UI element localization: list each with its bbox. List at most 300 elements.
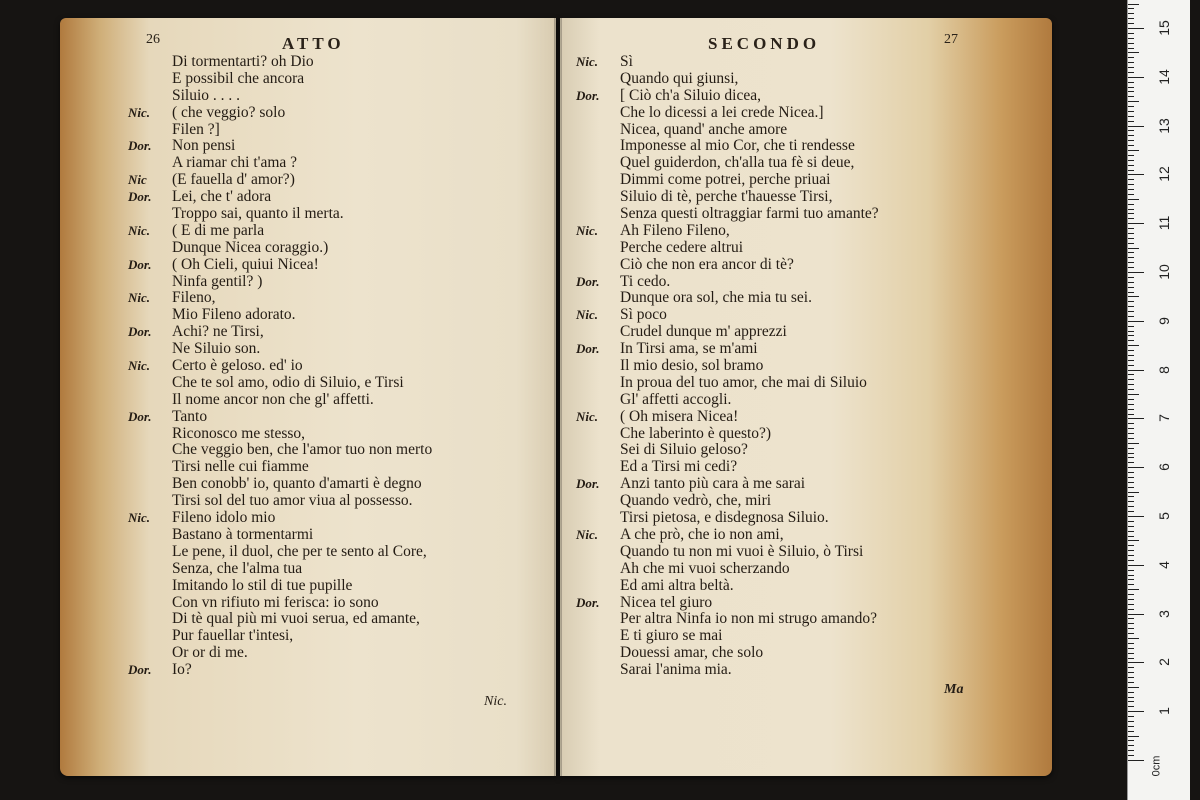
ruler-tick <box>1128 345 1139 346</box>
ruler-tick <box>1128 697 1134 698</box>
ruler-tick <box>1128 516 1144 517</box>
text-line <box>128 426 432 443</box>
ruler-tick <box>1128 174 1144 175</box>
ruler-tick <box>1128 623 1134 624</box>
text-line <box>576 206 879 223</box>
ruler-tick <box>1128 326 1134 327</box>
ruler-tick <box>1128 414 1134 415</box>
ruler-tick <box>1128 82 1134 83</box>
ruler-tick <box>1128 140 1134 141</box>
verse-text: Senza, che l'alma tua <box>172 559 303 577</box>
verse-text: Sì <box>620 53 633 70</box>
ruler-tick <box>1128 213 1134 214</box>
ruler-tick <box>1128 331 1134 332</box>
ruler-tick <box>1128 565 1144 566</box>
text-line <box>128 544 432 561</box>
ruler-tick <box>1128 692 1134 693</box>
verse-text: Non pensi <box>172 137 236 155</box>
verse-text: Sei di Siluio geloso? <box>620 441 748 459</box>
text-line <box>128 628 432 645</box>
verse-text: Tirsi sol del tuo amor viua al possesso. <box>172 492 413 510</box>
running-head: ATTO <box>282 34 345 53</box>
verse-text: Ah che mi vuoi scherzando <box>620 559 790 577</box>
speaker-label: Nic. <box>128 104 151 120</box>
ruler-label: 4 <box>1156 560 1172 569</box>
text-line <box>576 476 879 493</box>
text-line <box>576 392 879 409</box>
ruler-tick <box>1128 438 1134 439</box>
verse-text: Che laberinto è questo?) <box>620 424 772 442</box>
verse-text: Che lo dicessi a lei crede Nicea.] <box>620 103 824 121</box>
ruler-label: 15 <box>1156 20 1172 36</box>
text-line <box>576 138 879 155</box>
ruler-tick <box>1128 43 1134 44</box>
speaker-label: Nic. <box>576 307 599 323</box>
verse-text: Crudel dunque m' apprezzi <box>620 323 787 341</box>
ruler-tick <box>1128 755 1134 756</box>
ruler-label: 9 <box>1156 316 1172 325</box>
speaker-label: Dor. <box>576 476 600 492</box>
speaker-label: Nic. <box>128 290 151 306</box>
ruler-label: 11 <box>1156 215 1172 231</box>
ruler-tick <box>1128 701 1134 702</box>
ruler-tick <box>1128 589 1139 590</box>
ruler-tick <box>1128 248 1139 249</box>
ruler-tick <box>1128 501 1134 502</box>
verse-text: Ed ami altra beltà. <box>620 576 734 594</box>
text-line <box>576 155 879 172</box>
verse-text: Ti cedo. <box>620 272 671 290</box>
ruler-tick <box>1128 511 1134 512</box>
ruler-tick <box>1128 8 1134 9</box>
ruler-tick <box>1128 257 1134 258</box>
verse-text: Quando vedrò, che, miri <box>620 492 772 510</box>
page-text <box>576 54 879 679</box>
ruler-tick <box>1128 448 1134 449</box>
verse-text: In Tirsi ama, se m'ami <box>620 340 758 358</box>
text-line <box>128 375 432 392</box>
text-line <box>576 442 879 459</box>
speaker-label: Dor. <box>576 594 600 610</box>
ruler-tick <box>1128 740 1134 741</box>
page-number: 27 <box>944 32 958 47</box>
verse-text: Il mio desio, sol bramo <box>620 357 764 375</box>
ruler-tick <box>1128 350 1134 351</box>
ruler-tick <box>1128 716 1134 717</box>
verse-text: Nicea tel giuro <box>620 593 713 611</box>
ruler-tick <box>1128 545 1134 546</box>
ruler-tick <box>1128 311 1134 312</box>
verse-text: Fileno, <box>172 289 216 307</box>
ruler-tick <box>1128 374 1134 375</box>
ruler-tick <box>1128 179 1134 180</box>
ruler-tick <box>1128 492 1139 493</box>
ruler-tick <box>1128 638 1139 639</box>
text-line <box>128 290 432 307</box>
ruler-tick <box>1128 282 1134 283</box>
verse-text: Dimmi come potrei, perche priuai <box>620 171 831 189</box>
verse-text: E possibil che ancora <box>172 69 305 87</box>
ruler-tick <box>1128 292 1134 293</box>
verse-text: Certo è geloso. ed' io <box>172 357 303 375</box>
ruler-tick <box>1128 287 1134 288</box>
ruler-tick <box>1128 52 1139 53</box>
text-line <box>576 493 879 510</box>
verse-text: Ah Fileno Fileno, <box>620 221 730 239</box>
verse-text: Achi? ne Tirsi, <box>172 323 264 341</box>
text-line <box>576 358 879 375</box>
ruler-tick <box>1128 526 1134 527</box>
ruler-tick <box>1128 467 1144 468</box>
speaker-label: Dor. <box>576 341 600 357</box>
text-line <box>576 122 879 139</box>
verse-text: Ed a Tirsi mi cedi? <box>620 458 738 476</box>
verse-text: Con vn rifiuto mi ferisca: io sono <box>172 593 379 611</box>
right-page <box>560 18 1052 776</box>
ruler-tick <box>1128 4 1139 5</box>
catchword: Nic. <box>484 694 507 709</box>
verse-text: Siluio di tè, perche t'hauesse Tirsi, <box>620 188 833 206</box>
text-line <box>128 476 432 493</box>
speaker-label: Nic. <box>576 526 599 542</box>
verse-text: Pur fauellar t'intesi, <box>172 627 294 645</box>
ruler-tick <box>1128 418 1144 419</box>
ruler-tick <box>1128 555 1134 556</box>
ruler-tick <box>1128 706 1134 707</box>
ruler-tick <box>1128 409 1134 410</box>
speaker-label: Nic. <box>576 54 599 69</box>
ruler-tick <box>1128 87 1134 88</box>
ruler-tick <box>1128 745 1134 746</box>
speaker-label: Dor. <box>128 408 152 424</box>
ruler-tick <box>1128 62 1134 63</box>
ruler-tick <box>1128 531 1134 532</box>
ruler-tick <box>1128 379 1134 380</box>
ruler-tick <box>1128 506 1134 507</box>
text-line <box>576 426 879 443</box>
ruler-label: 1 <box>1156 707 1172 716</box>
ruler-tick <box>1128 262 1134 263</box>
ruler-tick <box>1128 370 1144 371</box>
ruler-tick <box>1128 472 1134 473</box>
left-page <box>60 18 556 776</box>
ruler-tick <box>1128 618 1134 619</box>
verse-text: Or or di me. <box>172 644 248 662</box>
ruler-tick <box>1128 170 1134 171</box>
verse-text: Gl' affetti accogli. <box>620 390 732 408</box>
ruler-tick <box>1128 316 1134 317</box>
text-line <box>128 578 432 595</box>
text-line <box>576 510 879 527</box>
text-line <box>576 223 879 240</box>
ruler-tick <box>1128 682 1134 683</box>
verse-text: Bastano à tormentarmi <box>172 525 314 543</box>
ruler-tick <box>1128 18 1134 19</box>
ruler-tick <box>1128 301 1134 302</box>
ruler-tick <box>1128 194 1134 195</box>
verse-text: Perche cedere altrui <box>620 238 744 256</box>
verse-text: Anzi tanto più cara à me sarai <box>620 475 806 493</box>
text-line <box>576 88 879 105</box>
verse-text: Di tormentarti? oh Dio <box>172 53 314 70</box>
verse-text: Quel guiderdon, ch'alla tua fè si deue, <box>620 154 855 172</box>
text-line <box>576 595 879 612</box>
text-line <box>576 105 879 122</box>
text-line <box>576 240 879 257</box>
ruler-tick <box>1128 67 1134 68</box>
text-line <box>128 645 432 662</box>
text-line <box>576 544 879 561</box>
catchword: Ma <box>944 682 964 697</box>
text-line <box>128 71 432 88</box>
text-line <box>576 189 879 206</box>
ruler-tick <box>1128 550 1134 551</box>
ruler-tick <box>1128 150 1139 151</box>
verse-text: Quando qui giunsi, <box>620 69 739 87</box>
verse-text: Dunque Nicea coraggio.) <box>172 238 329 256</box>
ruler-label: 8 <box>1156 365 1172 374</box>
text-line <box>128 240 432 257</box>
ruler-tick <box>1128 687 1139 688</box>
text-line <box>576 172 879 189</box>
ruler-label: 6 <box>1156 463 1172 472</box>
text-line <box>128 257 432 274</box>
text-line <box>128 172 432 189</box>
ruler-tick <box>1128 252 1134 253</box>
open-book <box>60 18 1052 778</box>
ruler-tick <box>1128 677 1134 678</box>
ruler-tick <box>1128 365 1134 366</box>
ruler-tick <box>1128 135 1134 136</box>
ruler-tick <box>1128 521 1134 522</box>
ruler-tick <box>1128 604 1134 605</box>
ruler-tick <box>1128 575 1134 576</box>
verse-text: [ Ciò ch'a Siluio dicea, <box>620 86 761 104</box>
verse-text: Ninfa gentil? ) <box>172 272 263 290</box>
text-line <box>576 274 879 291</box>
ruler-tick <box>1128 48 1134 49</box>
ruler-tick <box>1128 33 1134 34</box>
ruler-tick <box>1128 721 1134 722</box>
text-line <box>128 510 432 527</box>
verse-text: Sarai l'anima mia. <box>620 661 732 679</box>
text-line <box>576 645 879 662</box>
text-line <box>128 307 432 324</box>
book-gutter <box>554 18 562 776</box>
ruler-tick <box>1128 204 1134 205</box>
text-line <box>576 561 879 578</box>
ruler-tick <box>1128 96 1134 97</box>
ruler-label: 12 <box>1156 166 1172 183</box>
verse-text: Fileno idolo mio <box>172 509 276 527</box>
ruler-tick <box>1128 233 1134 234</box>
ruler-tick <box>1128 672 1134 673</box>
ruler-tick <box>1128 662 1144 663</box>
verse-text: (E fauella d' amor?) <box>172 171 295 189</box>
verse-text: Dunque ora sol, che mia tu sei. <box>620 289 812 307</box>
ruler-tick <box>1128 540 1139 541</box>
ruler-tick <box>1128 189 1134 190</box>
text-line <box>128 341 432 358</box>
ruler-tick <box>1128 423 1134 424</box>
text-line <box>128 595 432 612</box>
ruler-tick <box>1128 453 1134 454</box>
speaker-label: Dor. <box>128 324 152 340</box>
verse-text: Senza questi oltraggiar farmi tuo amante? <box>620 205 879 223</box>
speaker-label: Dor. <box>128 662 152 678</box>
verse-text: Tirsi nelle cui fiamme <box>172 458 309 476</box>
ruler-tick <box>1128 306 1134 307</box>
verse-text: Tirsi pietosa, e disdegnosa Siluio. <box>620 509 829 527</box>
text-line <box>576 324 879 341</box>
ruler-tick <box>1128 77 1144 78</box>
verse-text: Imitando lo stil di tue pupille <box>172 576 353 594</box>
ruler-label: 14 <box>1156 69 1172 85</box>
ruler-tick <box>1128 726 1134 727</box>
ruler-tick <box>1128 243 1134 244</box>
verse-text: ( Oh misera Nicea! <box>620 407 739 425</box>
ruler-tick <box>1128 667 1134 668</box>
speaker-label: Nic. <box>576 408 599 424</box>
ruler-tick <box>1128 482 1134 483</box>
text-line <box>128 122 432 139</box>
text-line <box>576 578 879 595</box>
ruler-tick <box>1128 360 1134 361</box>
verse-text: E ti giuro se mai <box>620 627 723 645</box>
ruler-tick <box>1128 355 1134 356</box>
verse-text: Io? <box>172 661 192 679</box>
ruler-tick <box>1128 121 1134 122</box>
ruler-tick <box>1128 570 1134 571</box>
text-line <box>128 493 432 510</box>
ruler-label: 5 <box>1156 512 1172 520</box>
text-line <box>128 611 432 628</box>
verse-text: Filen ?] <box>172 120 220 138</box>
ruler-tick <box>1128 579 1134 580</box>
ruler-label: 13 <box>1156 117 1172 134</box>
speaker-label: Nic. <box>128 222 151 238</box>
text-line <box>128 88 432 105</box>
ruler-tick <box>1128 648 1134 649</box>
verse-text: Mio Fileno adorato. <box>172 306 296 324</box>
verse-text: Ben conobb' io, quanto d'amarti è degno <box>172 475 422 493</box>
speaker-label: Nic. <box>128 358 151 374</box>
text-line <box>576 257 879 274</box>
text-line <box>576 459 879 476</box>
speaker-label: Dor. <box>128 138 152 154</box>
text-line <box>128 561 432 578</box>
verse-text: Riconosco me stesso, <box>172 424 306 442</box>
text-line <box>128 274 432 291</box>
verse-text: Sì poco <box>620 306 667 324</box>
text-line <box>576 71 879 88</box>
text-line <box>576 307 879 324</box>
verse-text: ( Oh Cieli, quiui Nicea! <box>172 255 319 273</box>
text-line <box>576 527 879 544</box>
text-line <box>128 155 432 172</box>
text-line <box>128 54 432 71</box>
ruler-tick <box>1128 560 1134 561</box>
ruler-tick <box>1128 340 1134 341</box>
ruler-tick <box>1128 658 1134 659</box>
verse-text: Quando tu non mi vuoi è Siluio, ò Tirsi <box>620 542 864 560</box>
verse-text: Siluio . . . . <box>172 86 241 104</box>
ruler-tick <box>1128 394 1139 395</box>
ruler-tick <box>1128 91 1134 92</box>
speaker-label: Nic. <box>128 510 151 526</box>
page-text <box>128 54 432 679</box>
ruler-tick <box>1128 116 1134 117</box>
verse-text: Troppo sai, quanto il merta. <box>172 205 344 223</box>
ruler-tick <box>1128 404 1134 405</box>
verse-text: Nicea, quand' anche amore <box>620 120 788 138</box>
verse-text: Tanto <box>172 407 208 425</box>
ruler-tick <box>1128 277 1134 278</box>
ruler-tick <box>1128 111 1134 112</box>
ruler-tick <box>1128 496 1134 497</box>
verse-text: ( E di me parla <box>172 221 265 239</box>
text-line <box>128 392 432 409</box>
verse-text: Ne Siluio son. <box>172 340 261 358</box>
ruler-tick <box>1128 584 1134 585</box>
ruler-tick <box>1128 199 1139 200</box>
ruler-tick <box>1128 633 1134 634</box>
ruler-tick <box>1128 13 1134 14</box>
ruler-tick <box>1128 462 1134 463</box>
running-head: SECONDO <box>708 34 821 53</box>
speaker-label: Dor. <box>576 273 600 289</box>
verse-text: Che te sol amo, odio di Siluio, e Tirsi <box>172 373 404 391</box>
ruler-tick <box>1128 101 1139 102</box>
ruler-tick <box>1128 389 1134 390</box>
ruler-tick <box>1128 736 1139 737</box>
verse-text: Le pene, il duol, che per te sento al Core, <box>172 542 427 560</box>
ruler-tick <box>1128 653 1134 654</box>
text-line <box>128 409 432 426</box>
ruler-tick <box>1128 731 1134 732</box>
text-line <box>128 105 432 122</box>
text-line <box>576 341 879 358</box>
text-line <box>128 189 432 206</box>
text-line <box>128 442 432 459</box>
text-line <box>576 628 879 645</box>
ruler-tick <box>1128 643 1134 644</box>
text-line <box>128 223 432 240</box>
ruler-tick <box>1128 433 1134 434</box>
ruler-tick <box>1128 209 1134 210</box>
verse-text: Il nome ancor non che gl' affetti. <box>172 390 374 408</box>
ruler-tick <box>1128 487 1134 488</box>
ruler-tick <box>1128 184 1134 185</box>
speaker-label: Nic. <box>576 222 599 238</box>
speaker-label: Dor. <box>128 189 152 205</box>
page-number: 26 <box>146 32 160 47</box>
ruler-tick <box>1128 477 1134 478</box>
ruler-tick <box>1128 267 1134 268</box>
ruler-tick <box>1128 750 1134 751</box>
text-line <box>128 206 432 223</box>
verse-text: Ciò che non era ancor di tè? <box>620 255 794 273</box>
verse-text: ( che veggio? solo <box>172 103 286 121</box>
verse-text: Per altra Ninfa io non mi strugo amando? <box>620 610 877 628</box>
ruler-label: 7 <box>1156 414 1172 423</box>
ruler-tick <box>1128 428 1134 429</box>
ruler-tick <box>1128 126 1144 127</box>
measuring-ruler <box>1127 0 1190 800</box>
text-line <box>128 527 432 544</box>
ruler-tick <box>1128 399 1134 400</box>
ruler-tick <box>1128 130 1134 131</box>
